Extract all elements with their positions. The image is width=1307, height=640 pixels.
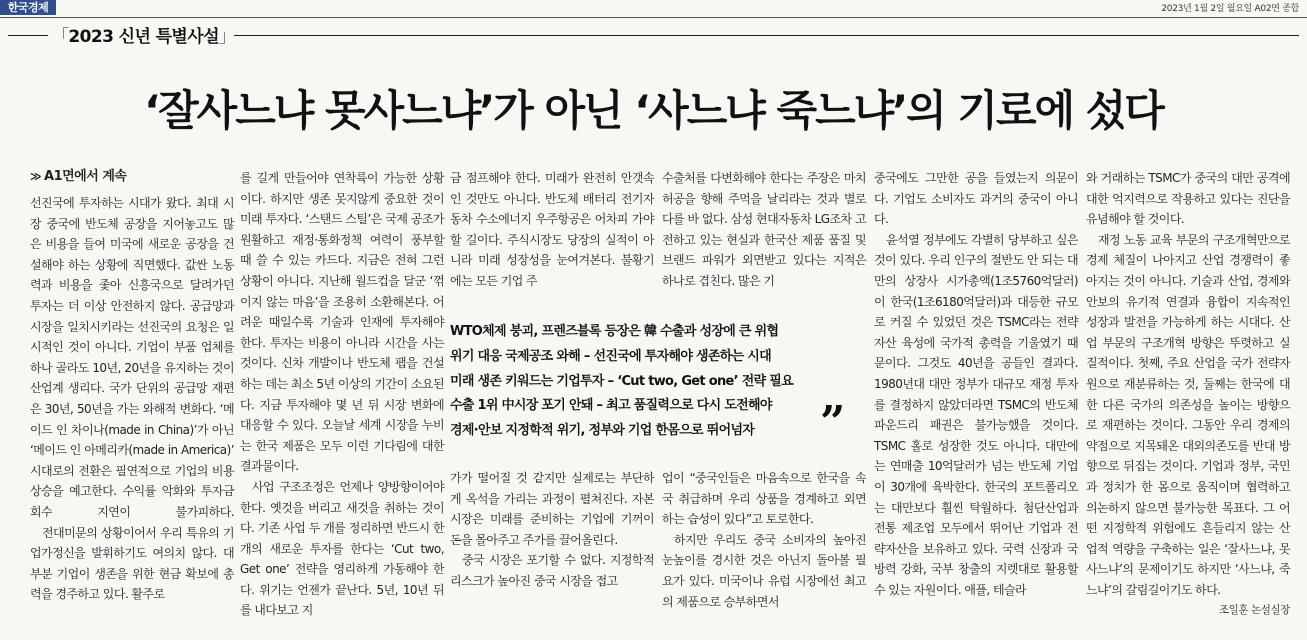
paragraph: 를 길게 만들어야 연착륙이 가능한 상황이다. 하지만 생존 못지않게 중요한 것이 미래 투자다. ‘스탠드 스틸’은 국제 공조가 원활하고 재정·통화정책 여력이 풍부할 때 쓸 수 있는 카드다. 지금은 전혀 그런 상황이 아니다. 지난해 월드컵을 달군 ‘꺾이지 않는 마음’을 조용히 소환해본다. 어려운 때일수록 기술과 인재에 투자해야 한다. 투자는 비용이 아니라 시간을 사는 것이다. 신차 개발이나 반도체 팹을 건설하는 데는 최소 5년 이상의 기간이 소요된다. 지금 투자해야 몇 년 뒤 시장 변화에 대응할 수 있다. 오늘날 세계 시장을 누비는 한국 제품은 모두 이런 기다림에 대한 결과물이다.: [240, 171, 444, 474]
newspaper-logo: 한국경제: [0, 0, 56, 15]
paragraph: 가가 떨어질 것 같지만 실제로는 부단하게 옥석을 가리는 과정이 펼쳐진다. 자본시장은 미래를 준비하는 기업에 기꺼이 돈을 몰아주고 주가를 끌어올린다.: [450, 471, 654, 547]
masthead-rule: [0, 17, 1307, 18]
pull-quote-line: 미래 생존 키워드는 기업투자 – ‘Cut two, Get one’ 전략 필요: [450, 373, 793, 389]
editorial-headline: ‘잘사느냐 못사느냐’가 아닌 ‘사느냐 죽느냐’의 기로에 섰다: [144, 86, 1163, 135]
article-column-5: [874, 168, 1078, 600]
section-rule-left: [8, 35, 48, 36]
paragraph: 업이 “중국인들은 마음속으로 한국을 속국 취급하며 우리 상품을 경계하고 외면하는 습성이 있다”고 토로한다.: [662, 471, 866, 527]
article-column-6: [1086, 168, 1290, 621]
continued-label: [30, 168, 234, 186]
pull-quote-line: 수출 1위 中시장 포기 안돼 – 최고 품질력으로 다시 도전해야: [450, 398, 772, 414]
section-tag-label: 2023 신년 특별사설: [68, 27, 219, 47]
date-line: 2023년 1월 2일 월요일 A02면 종합: [1161, 4, 1299, 14]
article-column-3-top: [450, 168, 654, 292]
paragraph: 금 점프해야 한다. 미래가 완전히 안갯속인 것만도 아니다. 반도체 배터리 전기자동차 수소에너지 우주항공은 어차피 가야 할 길이다. 주식시장도 당장의 실적이 아니라 미래 성장성을 눈여겨본다. 불황기에는 모든 기업 주: [450, 171, 654, 288]
pull-quote-line: 위기 대응 국제공조 와해 – 선진국에 투자해야 생존하는 시대: [450, 348, 771, 364]
article-column-4-top: [662, 168, 866, 292]
section-rule-right: [234, 35, 1299, 36]
double-chevron-right-icon: ≫: [30, 170, 42, 183]
pull-quote-line: 경제·안보 지정학적 위기, 정부와 기업 한몸으로 뛰어넘자: [450, 423, 755, 439]
pull-quote-line: WTO체제 붕괴, 프렌즈블록 등장은 韓 수출과 성장에 큰 위협: [450, 324, 779, 339]
paragraph: 하지만 우리도 중국 소비자의 높아진 눈높이를 경시한 것은 아닌지 돌아볼 필요가 있다. 미국이나 유럽 시장에선 최고의 제품으로 승부하면서: [662, 532, 866, 609]
article-column-3-bottom: [450, 468, 654, 592]
pull-quote: [450, 320, 870, 448]
paragraph: 사업 구조조정은 언제나 양방향이어야 한다. 옛것을 버리고 새것을 취하는 것이다. 기존 사업 두 개를 정리하면 반드시 한 개의 새로운 투자를 한다는 ‘Cut two, Get one’ 전략을 영리하게 가동해야 한다. 위기는 언젠가 끝난다. 5년, 10년 뒤를 내다보고 지: [240, 479, 444, 618]
paragraph: 중국에도 그만한 공을 들였는지 의문이다. 기업도 소비자도 과거의 중국이 아니다.: [874, 171, 1078, 227]
paragraph: 선진국에 투자하는 시대가 왔다. 최대 시장 중국에 반도체 공장을 지어놓고도 많은 비용을 들여 미국에 새로운 공장을 건설해야 하는 상황에 직면했다. 값싼 노동력과 비용을 좇아 신흥국으로 달려가던 투자는 더 이상 안전하지 않다. 공급망과 시장을 일치시키라는 선진국의 요청은 일시적인 것이 아니다. 기업이 부품 업체를 하나 골라도 10년, 20년을 유지하는 것이 산업계 생리다. 국가 단위의 공급망 재편은 30년, 50년을 가는 와해적 변화다. ‘메이드 인 차이나(made in China)’가 아닌 ‘메이드 인 아메리카(made in America)’ 시대로의 전환은 필연적으로 기업의 비용 상승을 예고한다. 수익률 악화와 투자금 회수 지연이 불가피하다.: [30, 196, 234, 519]
paragraph-text: 재정 노동 교육 부문의 구조개혁만으로 경제 체질이 나아지고 산업 경쟁력이 좋아지는 것이 아니다. 기술과 산업, 경제와 안보의 유기적 연결과 융합이 지속적인 성장과 발전을 가능하게 하는 시대다. 산업 부문의 구조개혁 방향은 뚜렷하고 실질적이다. 첫째, 주요 산업을 국가 전략자원으로 재분류하는 것, 둘째는 한국에 대한 다른 국가의 의존성을 높이는 방향으로 재편하는 것이다. 그동안 우리 경제의 약점으로 지목돼온 대외의존도를 반대 방향으로 뒤집는 것이다. 기업과 정부, 국민과 정치가 한 몸으로 움직이며 협력하고 의논하지 않으면 불가능한 목표다. 그 어떤 지정학적 위험에도 흔들리지 않는 산업적 역량을 구축하는 일은 ‘잘사느냐, 못사느냐’의 문제이기도 하지만 ‘사느냐, 죽느냐’의 갈림길이기도 하다.: [1086, 232, 1290, 597]
section-tag: 「2023 신년 특별사설」: [52, 27, 236, 47]
paragraph: 중국 시장은 포기할 수 없다. 지정학적 리스크가 높아진 중국 시장을 접고: [450, 553, 654, 588]
article-column-2: [240, 168, 444, 621]
article-column-1: [30, 168, 234, 605]
article-column-4-bottom: [662, 468, 866, 612]
byline: 조일훈 논설실장: [1218, 604, 1290, 617]
paragraph: 윤석열 정부에도 각별히 당부하고 싶은 것이 있다. 우리 인구의 절반도 안 되는 대만의 상장사 시가총액(1조5760억달러)이 한국(1조6180억달러)과 대등한 규모로 커질 수 있었던 것은 TSMC라는 전략자산 육성에 국가적 총력을 기울였기 때문이다. 그것도 40년을 공들인 결과다. 1980년대 대만 정부가 대규모 재정 투자를 결정하지 않았더라면 TSMC의 반도체 파운드리 패권은 불가능했을 것이다. TSMC 홀로 성장한 것도 아니다. 대만에는 연매출 10억달러가 넘는 반도체 기업이 30개에 육박한다. 한국의 포트폴리오는 대만보다 훨씬 탁월하다. 첨단산업과 전통 제조업 모두에서 뛰어난 기업과 전략자산을 보유하고 있다. 국력 신장과 국방력 강화, 국부 창출의 지렛대로 활용할 수 있는 자원이다. 애플, 테슬라: [874, 232, 1078, 597]
quotation-mark-icon: ”: [820, 397, 846, 448]
paragraph: 수출처를 다변화해야 한다는 주장은 마치 허공을 향해 주먹을 날리라는 것과 별로 다를 바 없다. 삼성 현대자동차 LG조차 고전하고 있는 현실과 한국산 제품 품질 및 브랜드 파워가 외면받고 있다는 지적은 하나로 겹친다. 많은 기: [662, 171, 866, 288]
paragraph: 전대미문의 상황이어서 우리 특유의 기업가정신을 발휘하기도 여의치 않다. 대부분 기업이 생존을 위한 현금 확보에 총력을 경주하고 있다. 활주로: [30, 525, 234, 602]
paragraph: [1086, 230, 1290, 617]
paragraph: 와 거래하는 TSMC가 중국의 대만 공격에 대한 억지력으로 작용하고 있다는 진단을 유념해야 할 것이다.: [1086, 171, 1290, 227]
continued-label-text: A1면에서 계속: [44, 169, 127, 184]
